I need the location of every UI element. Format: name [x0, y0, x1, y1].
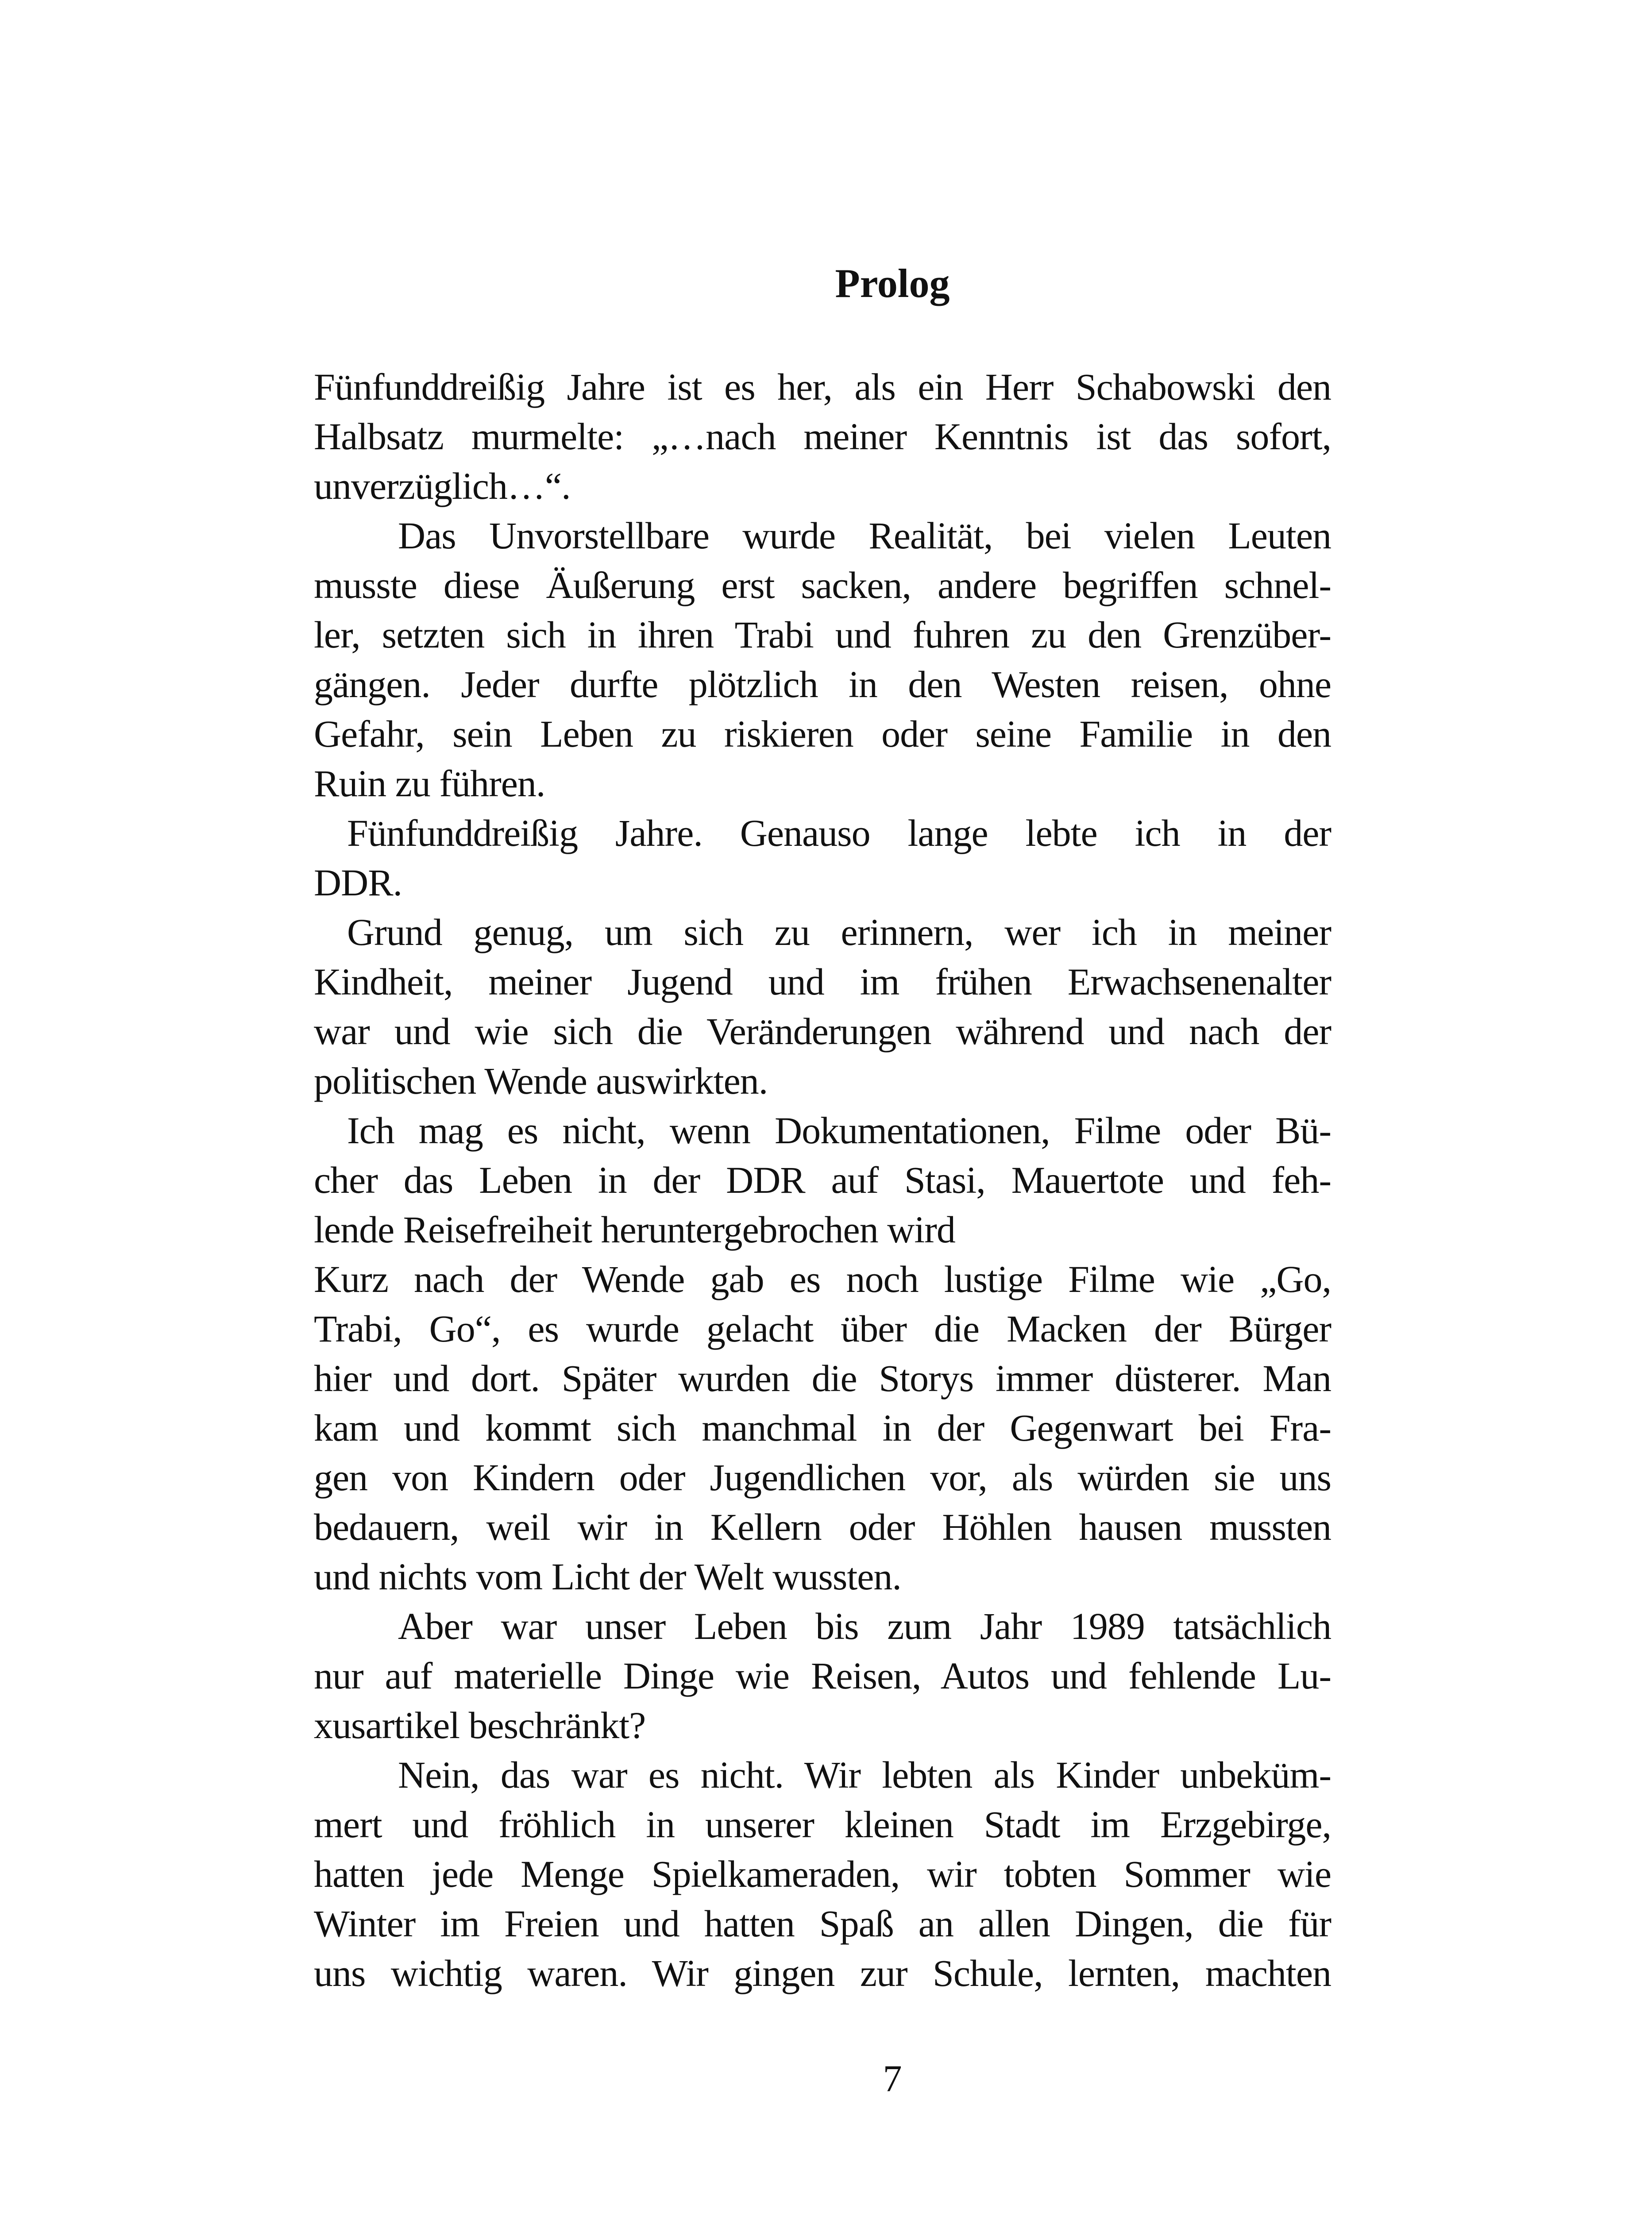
text-line: Trabi, Go“, es wurde gelacht über die Macken der Bürger	[314, 1307, 1331, 1350]
text-line: mert und fröhlich in unserer kleinen Stadt im Erzgebirge,	[314, 1803, 1331, 1846]
text-line: kam und kommt sich manchmal in der Gegenwart bei Fra-	[314, 1407, 1331, 1449]
text-line: Das Unvorstellbare wurde Realität, bei vielen Leuten	[398, 514, 1331, 557]
text-line: xusartikel beschränkt?	[314, 1704, 646, 1746]
text-line: hatten jede Menge Spielkameraden, wir tobten Sommer wie	[314, 1853, 1331, 1895]
text-line: gängen. Jeder durfte plötzlich in den Westen reisen, ohne	[314, 663, 1331, 706]
page-number: 7	[883, 2057, 902, 2100]
text-line: Winter im Freien und hatten Spaß an allen Dingen, die für	[314, 1902, 1331, 1945]
text-line: uns wichtig waren. Wir gingen zur Schule, lernten, machten	[314, 1952, 1331, 1994]
text-line: musste diese Äußerung erst sacken, andere begriffen schnel-	[314, 564, 1331, 606]
text-line: Nein, das war es nicht. Wir lebten als Kinder unbeküm-	[398, 1754, 1331, 1796]
text-line: nur auf materielle Dinge wie Reisen, Autos und fehlende Lu-	[314, 1654, 1331, 1697]
text-line: Gefahr, sein Leben zu riskieren oder seine Familie in den	[314, 713, 1331, 755]
text-line: bedauern, weil wir in Kellern oder Höhlen hausen mussten	[314, 1506, 1331, 1548]
text-line: Grund genug, um sich zu erinnern, wer ich in meiner	[347, 911, 1331, 953]
text-line: Fünfunddreißig Jahre. Genauso lange lebte ich in der	[347, 812, 1331, 854]
text-line: politischen Wende auswirkten.	[314, 1060, 768, 1102]
body-text	[314, 362, 1331, 1998]
text-line: Aber war unser Leben bis zum Jahr 1989 tatsächlich	[398, 1605, 1331, 1647]
text-line: Ich mag es nicht, wenn Dokumentationen, Filme oder Bü-	[347, 1109, 1331, 1152]
text-line: Halbsatz murmelte: „…nach meiner Kenntnis ist das sofort,	[314, 415, 1331, 458]
chapter-title: Prolog	[835, 261, 950, 306]
text-line: ler, setzten sich in ihren Trabi und fuhren zu den Grenzüber-	[314, 613, 1331, 656]
text-line: lende Reisefreiheit heruntergebrochen wird	[314, 1208, 955, 1251]
text-line: Fünfunddreißig Jahre ist es her, als ein Herr Schabowski den	[314, 366, 1331, 408]
text-line: DDR.	[314, 861, 402, 904]
text-line: unverzüglich…“.	[314, 465, 571, 507]
text-line: Kindheit, meiner Jugend und im frühen Erwachsenenalter	[314, 960, 1331, 1003]
text-line: gen von Kindern oder Jugendlichen vor, als würden sie uns	[314, 1456, 1331, 1499]
text-line: war und wie sich die Veränderungen während und nach der	[314, 1010, 1331, 1053]
text-line: hier und dort. Später wurden die Storys immer düsterer. Man	[314, 1357, 1331, 1400]
text-line: und nichts vom Licht der Welt wussten.	[314, 1555, 901, 1598]
text-line: Kurz nach der Wende gab es noch lustige Filme wie „Go,	[314, 1258, 1331, 1300]
text-line: Ruin zu führen.	[314, 762, 545, 805]
text-line: cher das Leben in der DDR auf Stasi, Mauertote und feh-	[314, 1159, 1331, 1201]
